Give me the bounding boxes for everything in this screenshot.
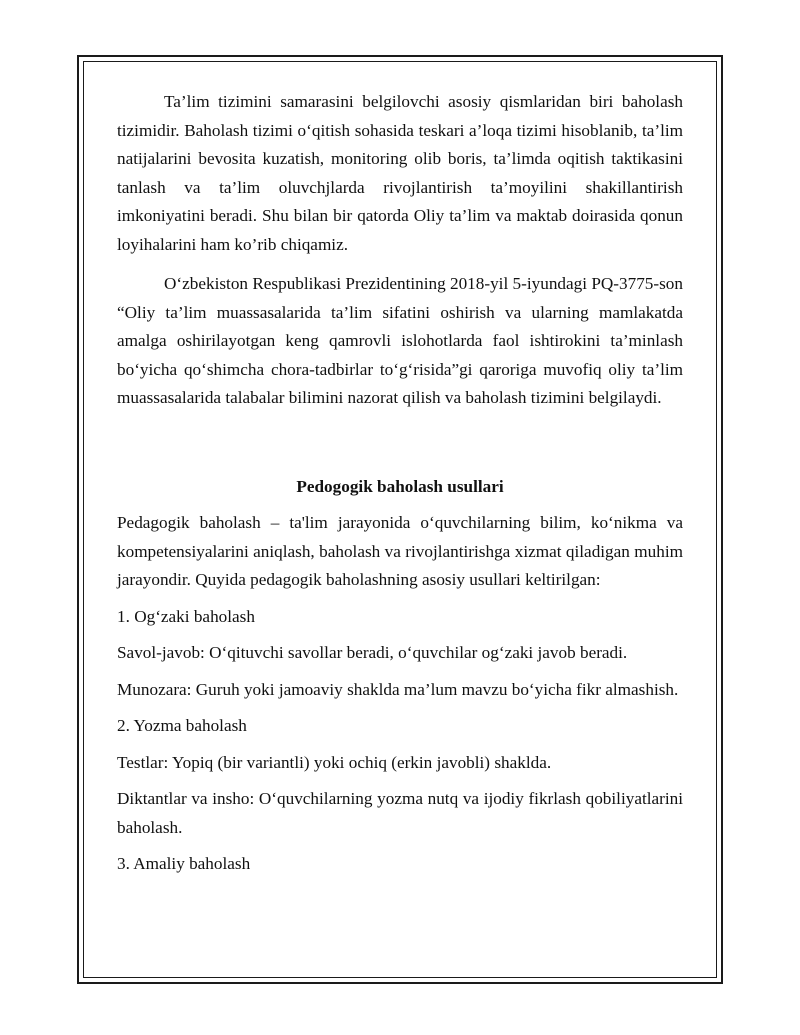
paragraph-presidential-decree: O‘zbekiston Respublikasi Prezidentining 2018-yil 5-iyundagi PQ-3775-son “Oliy ta’lim muassasalarida ta’lim sifatini oshirish va ularning mamlakatda amalga oshirilayotgan keng qamrovli islohotlarda faol ishtirokini ta’minlash bo‘yicha qo‘shimcha chora-tadbirlar to‘g‘risida”gi qaroriga muvofiq oliy ta’lim muassasalarida talabalar bilimini nazorat qilish va baholash tizimini belgilaydi. [117, 274, 683, 407]
list-item-written-assessment: 2. Yozma baholash [117, 716, 247, 735]
paragraph-intro: Pedagogik baholash – ta'lim jarayonida o‘quvchilarning bilim, ko‘nikma va kompetensiyalarini aniqlash, baholash va rivojlantirishga xizmat qiladigan muhim jarayondir. Quyida pedagogik baholashning asosiy usullari keltirilgan: [117, 513, 683, 589]
list-item-tests: Testlar: Yopiq (bir variantli) yoki ochiq (erkin javobli) shaklda. [117, 752, 552, 772]
list-item-oral-assessment: 1. Og‘zaki baholash [117, 606, 255, 626]
document-body [117, 88, 683, 887]
list-item-practical-assessment: 3. Amaliy baholash [117, 854, 251, 873]
paragraph-assessment-system: Ta’lim tizimini samarasini belgilovchi asosiy qismlaridan biri baholash tizimidir. Baholash tizimi o‘qitish sohasida teskari a’loqa tizimi hisoblanib, ta’lim natijalarini bevosita kuzatish, monitoring olib boris, ta’limda oqitish taktikasini tanlash va ta’lim oluvchjlarda rivojlantirish ta’moyilini shakillantirish imkoniyatini beradi. Shu bilan bir qatorda Oliy ta’lim va maktab doirasida qonun loyihalarini ham ko’rib chiqamiz. [117, 92, 683, 254]
section-heading: Pedogogik baholash usullari [296, 476, 504, 496]
list-item-dictation-essay: Diktantlar va insho: O‘quvchilarning yozma nutq va ijodiy fikrlash qobiliyatlarini baholash. [117, 789, 683, 837]
list-item-question-answer: Savol-javob: O‘qituvchi savollar beradi, o‘quvchilar og‘zaki javob beradi. [117, 643, 628, 662]
list-item-discussion: Munozara: Guruh yoki jamoaviy shaklda ma’lum mavzu bo‘yicha fikr almashish. [117, 679, 679, 699]
